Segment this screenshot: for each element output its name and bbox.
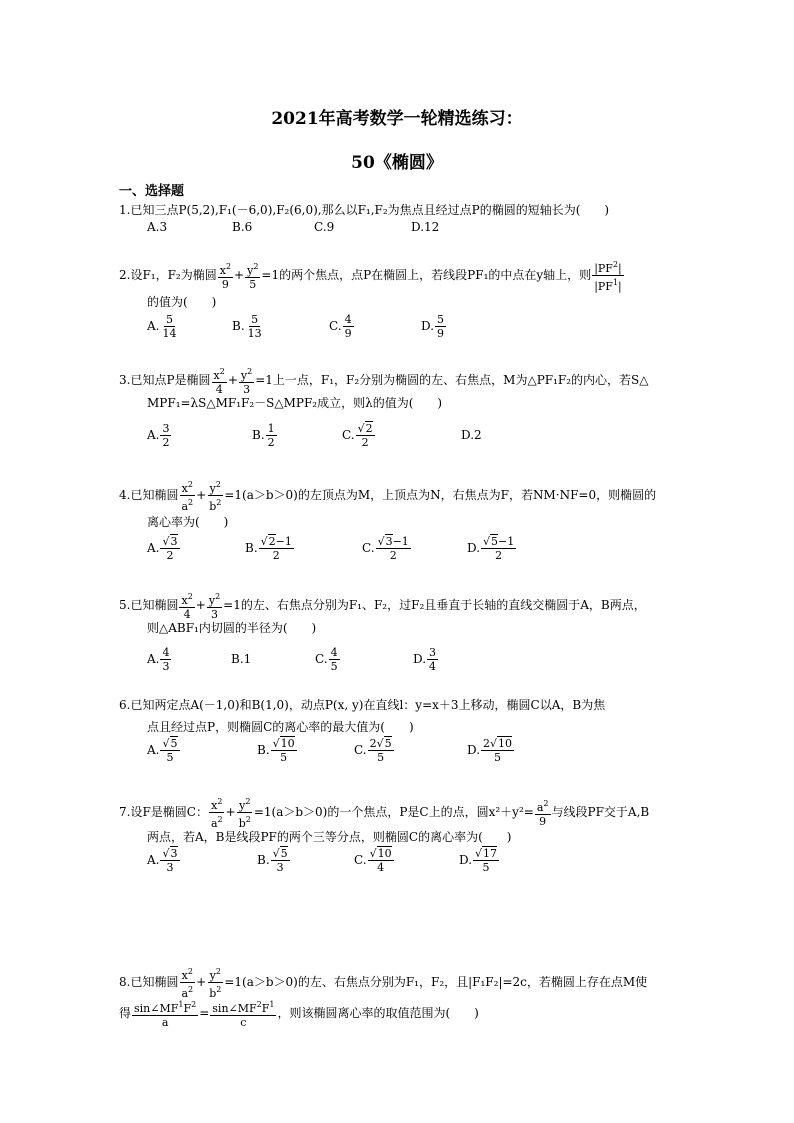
question-text: 设F₁，F₂为椭圆: [130, 268, 217, 282]
option-b: B. √ $\frac{5}{3}$: [257, 843, 291, 877]
option-d: D.2: [461, 428, 482, 442]
question-text: 已知三点P(5,2),F₁(－6,0),F₂(6,0),那么以F₁,F₂为焦点且经过点P的椭圆的短轴长为( ): [130, 203, 610, 217]
question-number: 5.: [119, 598, 131, 612]
question-text: 的值为( ): [147, 295, 217, 309]
question-text: =1上一点，F₁，F₂分别为椭圆的左、右焦点，M为△PF₁F₂的内心，若S△: [255, 373, 649, 387]
question-number: 8.: [119, 975, 131, 989]
option-c: C. √ $\frac{10}{4}$: [354, 843, 395, 877]
question-text: =1(a＞b＞0)的左顶点为M，上顶点为N，右焦点为F，若NM·NF=0，则椭圆的: [224, 488, 657, 502]
question-8: 8.已知椭圆 $\frac{x^2}{a^2}$ + $\frac{y^2}{b^2}$ =1(a＞b＞0)的左、右焦点分别为F₁，F₂，且|F₁F₂|=2c，若椭圆上存在点M使 得 $\frac{\sin\angle MF^1F^2}{a}$ = $\frac{\sin\angle MF^2F^1}{c}$ ，则该椭圆离心率的取值范围为( ): [119, 965, 709, 1029]
question-text: 两点，若A，B是线段PF的两个三等分点，则椭圆C的离心率为( ): [147, 830, 512, 844]
document-title: 2021年高考数学一轮精选练习：: [271, 109, 523, 129]
question-2: 2.设F₁，F₂为椭圆 $\frac{x^2}{9}$ + $\frac{y^2}{5}$ =1的两个焦点，点P在椭圆上，若线段PF₁的中点在y轴上，则 $\frac{|PF^2|}{|PF^1|}$ 的值为( ): [119, 258, 709, 317]
question-text: 与线段PF交于A,B: [551, 805, 650, 819]
fraction: $\frac{y^2}{5}$: [247, 262, 259, 291]
question-text: 已知点P是椭圆: [130, 373, 211, 387]
question-number: 2.: [119, 268, 131, 282]
question-text: 已知椭圆: [130, 975, 179, 989]
option-d: D. √ $\frac{17}{5}$: [459, 843, 500, 877]
document-subtitle: 50《椭圆》: [351, 153, 443, 173]
option-c: C.9: [314, 220, 335, 234]
option-d: D. $\frac{2√ 10}{5}$: [467, 733, 515, 767]
question-4: 4.已知椭圆 $\frac{x^2}{a^2}$ + $\frac{y^2}{b^2}$ =1(a＞b＞0)的左顶点为M，上顶点为N，右焦点为F，若NM·NF=0，则椭圆的 离心率为( ): [119, 478, 709, 537]
question-text: 点且经过点P，则椭圆C的离心率的最大值为( ): [147, 720, 414, 734]
option-a: A. √ $\frac{3}{2}$: [147, 531, 181, 565]
question-text: =1的左、右焦点分别为F₁、F₂，过F₂且垂直于长轴的直线交椭圆于A，B两点，: [223, 598, 646, 612]
question-text: 已知两定点A(－1,0)和B(1,0)，动点P(x, y)在直线l：y=x＋3上移动，椭圆C以A，B为焦: [130, 698, 606, 712]
option-a: A. $\frac{5}{14}$: [147, 312, 177, 340]
option-b: B. √ $\frac{10}{5}$: [257, 733, 298, 767]
question-text: 则△ABF₁内切圆的半径为( ): [147, 621, 317, 635]
option-b: B.1: [231, 652, 252, 666]
fraction: $\frac{|PF^2|}{|PF^1|}$: [594, 260, 622, 293]
option-b: B. √ $\frac{2-1}{2}$: [245, 531, 295, 565]
option-c: C. $\frac{4}{9}$: [329, 312, 352, 340]
option-b: B.6: [232, 220, 253, 234]
option-c: C. √ $\frac{3-1}{2}$: [362, 531, 412, 565]
question-text: 已知椭圆: [130, 598, 179, 612]
question-7: 7.设F是椭圆C： $\frac{x^2}{a^2}$ + $\frac{y^2}{b^2}$ =1(a＞b＞0)的一个焦点，P是C上的点，圆x²＋y²= $\frac{a^2}{9}$ 与线段PF交于A,B 两点，若A，B是线段PF的两个三等分点，则椭圆C的离心率为( ): [119, 795, 709, 852]
option-d: D. √ $\frac{5-1}{2}$: [467, 531, 517, 565]
question-text: 设F是椭圆C：: [130, 805, 208, 819]
option-a: A. √ $\frac{3}{3}$: [147, 843, 181, 877]
section-heading: 一、选择题: [119, 184, 185, 199]
question-5: 5.已知椭圆 $\frac{x^2}{4}$ + $\frac{y^2}{3}$ =1的左、右焦点分别为F₁、F₂，过F₂且垂直于长轴的直线交椭圆于A，B两点， 则△ABF₁内切圆的半径为( ): [119, 590, 709, 643]
question-number: 3.: [119, 373, 131, 387]
question-text: MPF₁=λS△MF₁F₂－S△MPF₂成立，则λ的值为( ): [147, 396, 443, 410]
option-a: A. $\frac{3}{2}$: [147, 421, 170, 449]
fraction: $\frac{x^2}{9}$: [219, 262, 232, 291]
question-text: =1(a＞b＞0)的一个焦点，P是C上的点，圆x²＋y²=: [253, 805, 534, 819]
option-c: C. $\frac{4}{5}$: [315, 645, 338, 673]
question-3: 3.已知点P是椭圆 $\frac{x^2}{4}$ + $\frac{y^2}{3}$ =1上一点，F₁，F₂分别为椭圆的左、右焦点，M为△PF₁F₂的内心，若S△ MPF₁=λS△MF₁F₂－S△MPF₂成立，则λ的值为( ): [119, 365, 709, 418]
option-d: D.12: [411, 220, 440, 234]
option-a: A. √ $\frac{5}{5}$: [147, 733, 181, 767]
option-a: A.3: [147, 220, 168, 234]
question-text: 离心率为( ): [147, 515, 229, 529]
question-6: [119, 690, 709, 742]
option-b: B. $\frac{5}{13}$: [232, 312, 262, 340]
option-b: B. $\frac{1}{2}$: [252, 421, 275, 449]
option-d: D. $\frac{3}{4}$: [413, 645, 437, 673]
question-text-line2: 得 $\frac{\sin\angle MF^1F^2}{a}$ = $\frac{\sin\angle MF^2F^1}{c}$ ，则该椭圆离心率的取值范围为( ): [119, 1000, 479, 1029]
question-number: 6.: [119, 698, 131, 712]
option-c: C. √ $\frac{2}{2}$: [342, 418, 376, 452]
question-text: 已知椭圆: [130, 488, 179, 502]
question-number: 7.: [119, 805, 131, 819]
option-d: D. $\frac{5}{9}$: [421, 312, 445, 340]
question-text: =1(a＞b＞0)的左、右焦点分别为F₁，F₂，且|F₁F₂|=2c，若椭圆上存在点M使: [224, 975, 648, 989]
option-c: C. $\frac{2√ 5}{5}$: [354, 733, 395, 767]
option-a: A. $\frac{4}{3}$: [147, 645, 170, 673]
question-number: 4.: [119, 488, 131, 502]
question-text: =1的两个焦点，点P在椭圆上，若线段PF₁的中点在y轴上，则: [261, 268, 592, 282]
question-number: 1.: [119, 203, 131, 217]
